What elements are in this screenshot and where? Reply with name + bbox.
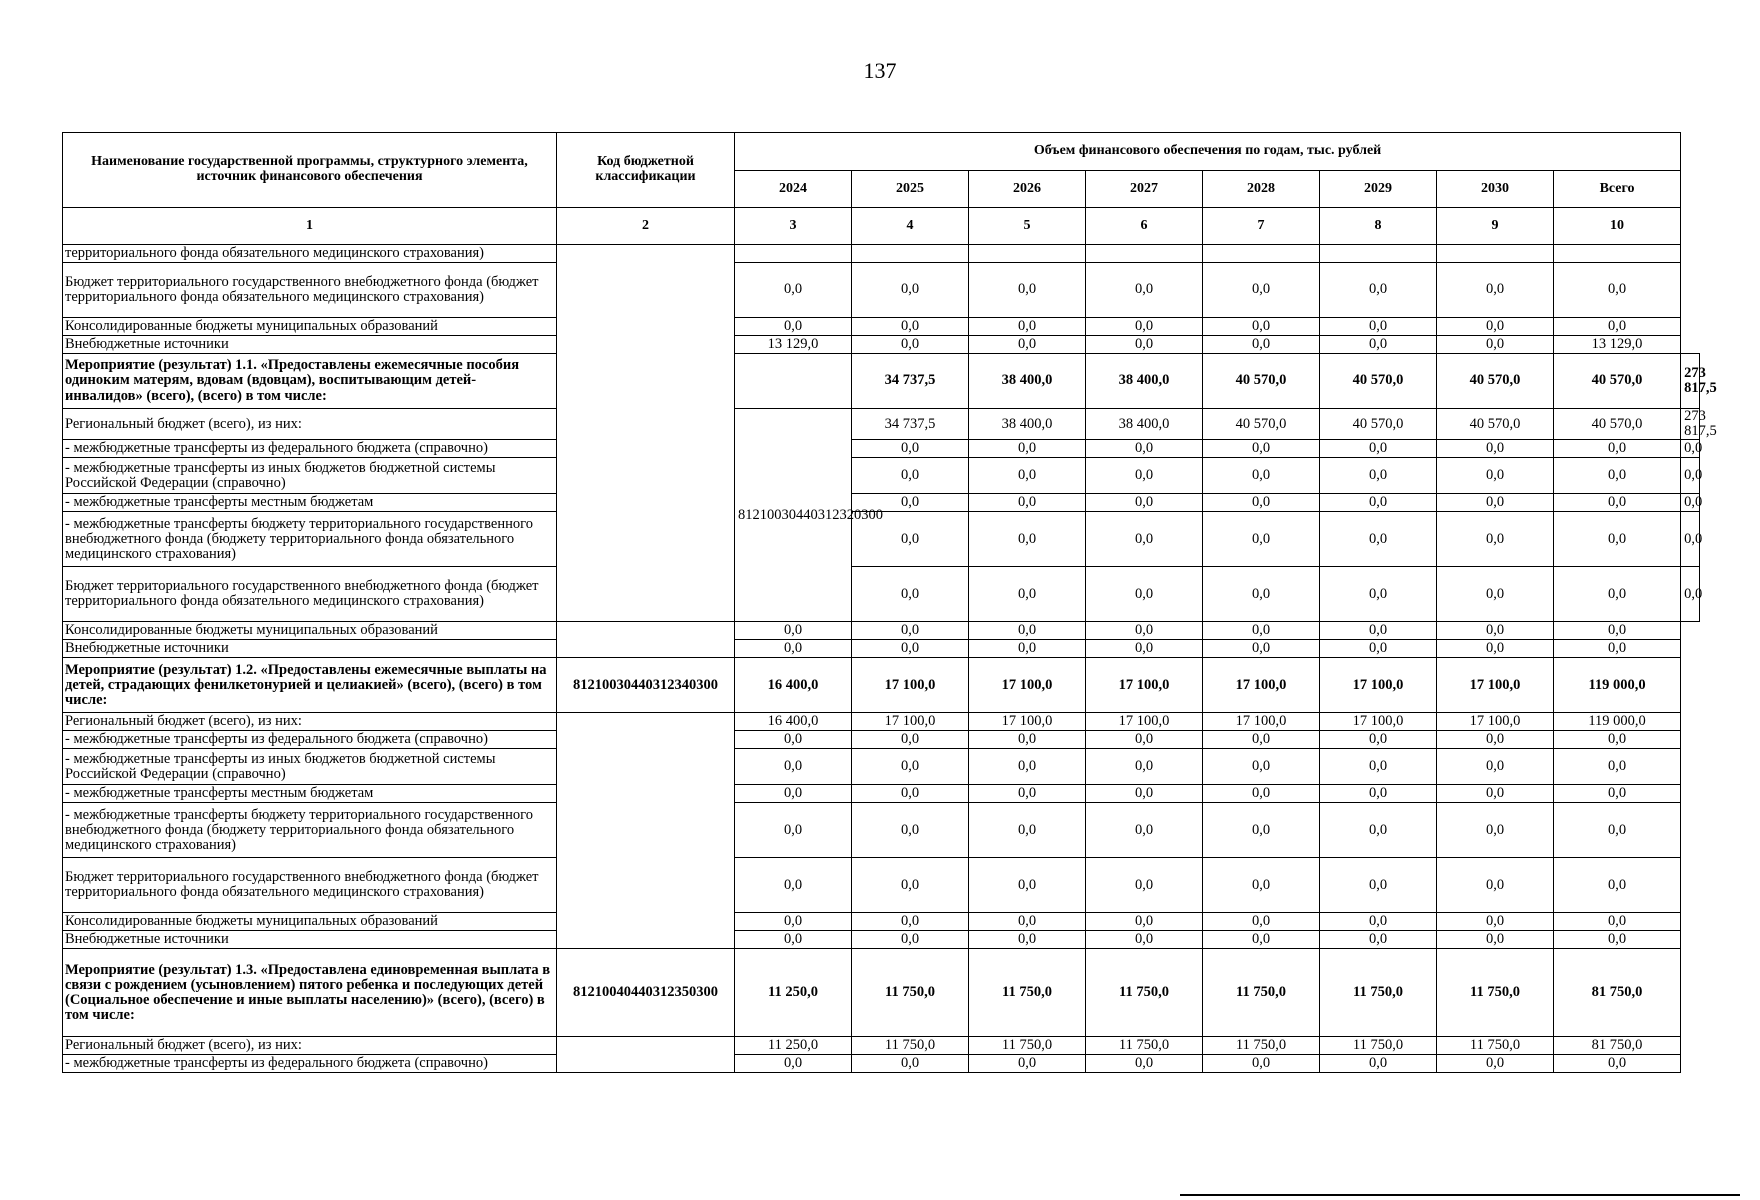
row-name: территориального фонда обязательного медицинского страхования) (63, 245, 557, 263)
value-total: 119 000,0 (1554, 658, 1681, 713)
value-year: 0,0 (735, 318, 852, 336)
header-code: Код бюджетной классификации (557, 133, 735, 208)
header-name: Наименование государственной программы, структурного элемента, источник финансового обеспечения (63, 133, 557, 208)
row-name: Бюджет территориального государственного внебюджетного фонда (бюджет территориального фонда обязательного медицинского страхования) (63, 858, 557, 913)
table-row (63, 749, 1700, 785)
value-year: 0,0 (1203, 494, 1320, 512)
header-year: 2029 (1320, 171, 1437, 208)
value-year: 0,0 (1320, 263, 1437, 318)
header-number: 9 (1437, 208, 1554, 245)
value-total: 0,0 (1554, 622, 1681, 640)
value-year: 17 100,0 (1437, 658, 1554, 713)
value-year: 11 750,0 (1437, 1037, 1554, 1055)
table-row (63, 1055, 1700, 1073)
value-year: 0,0 (852, 913, 969, 931)
budget-code (557, 1037, 735, 1073)
value-year: 17 100,0 (1320, 713, 1437, 731)
row-name: - межбюджетные трансферты бюджету территориального государственного внебюджетного фонда (бюджету территориального фонда обязательного медицинского страхования) (63, 512, 557, 567)
value-year (852, 245, 969, 263)
row-name: Мероприятие (результат) 1.2. «Предоставлены ежемесячные выплаты на детей, страдающих фенилкетонурией и целиакией» (всего), (всего) в том числе: (63, 658, 557, 713)
value-year: 0,0 (969, 931, 1086, 949)
value-year: 0,0 (1437, 512, 1554, 567)
value-year: 40 570,0 (1203, 354, 1320, 409)
value-year: 17 100,0 (1437, 713, 1554, 731)
value-year (1086, 245, 1203, 263)
value-year: 0,0 (969, 622, 1086, 640)
value-year: 0,0 (969, 318, 1086, 336)
budget-code (557, 622, 735, 658)
value-total: 0,0 (1554, 318, 1681, 336)
value-year: 0,0 (1320, 749, 1437, 785)
value-year: 0,0 (969, 440, 1086, 458)
row-name: - межбюджетные трансферты из федерального бюджета (справочно) (63, 440, 557, 458)
value-year: 0,0 (1554, 567, 1681, 622)
value-year: 0,0 (1086, 1055, 1203, 1073)
value-year: 0,0 (1320, 622, 1437, 640)
row-name: Региональный бюджет (всего), из них: (63, 713, 557, 731)
value-year: 11 750,0 (1320, 1037, 1437, 1055)
value-year: 11 750,0 (1086, 949, 1203, 1037)
value-year: 0,0 (735, 731, 852, 749)
value-year: 11 750,0 (1203, 949, 1320, 1037)
value-year: 17 100,0 (1086, 658, 1203, 713)
value-year: 0,0 (1203, 440, 1320, 458)
budget-code (735, 354, 852, 409)
value-year: 0,0 (1437, 1055, 1554, 1073)
value-total: 273 817,5 (1681, 354, 1700, 409)
value-year: 0,0 (1203, 731, 1320, 749)
value-year: 0,0 (969, 567, 1086, 622)
header-total: Всего (1554, 171, 1681, 208)
value-total: 0,0 (1554, 749, 1681, 785)
value-year: 0,0 (1320, 858, 1437, 913)
value-year: 0,0 (1437, 931, 1554, 949)
row-name: - межбюджетные трансферты из иных бюджетов бюджетной системы Российской Федерации (справочно) (63, 749, 557, 785)
value-year: 17 100,0 (969, 713, 1086, 731)
value-year: 0,0 (969, 336, 1086, 354)
value-year: 0,0 (1437, 913, 1554, 931)
value-year: 0,0 (852, 622, 969, 640)
value-total: 119 000,0 (1554, 713, 1681, 731)
value-year: 0,0 (1437, 440, 1554, 458)
budget-code: 81210040440312350300 (557, 949, 735, 1037)
value-year: 11 750,0 (852, 1037, 969, 1055)
value-year: 11 750,0 (1320, 949, 1437, 1037)
row-name: - межбюджетные трансферты из федерального бюджета (справочно) (63, 1055, 557, 1073)
row-name: Консолидированные бюджеты муниципальных образований (63, 913, 557, 931)
table-row (63, 931, 1700, 949)
value-year: 0,0 (1086, 785, 1203, 803)
value-year: 0,0 (969, 512, 1086, 567)
value-year: 0,0 (1203, 785, 1320, 803)
bottom-rule (1180, 1194, 1740, 1196)
value-total: 0,0 (1554, 803, 1681, 858)
value-year: 0,0 (969, 913, 1086, 931)
row-name: Региональный бюджет (всего), из них: (63, 409, 557, 440)
value-total: 0,0 (1681, 494, 1700, 512)
table-row (63, 318, 1700, 336)
value-year: 38 400,0 (969, 409, 1086, 440)
value-total: 0,0 (1554, 263, 1681, 318)
value-year: 11 750,0 (969, 949, 1086, 1037)
value-year: 0,0 (1437, 318, 1554, 336)
row-name: Бюджет территориального государственного внебюджетного фонда (бюджет территориального фонда обязательного медицинского страхования) (63, 263, 557, 318)
value-year: 0,0 (1437, 458, 1554, 494)
value-year: 0,0 (852, 749, 969, 785)
value-year: 11 750,0 (1086, 1037, 1203, 1055)
value-total: 13 129,0 (1554, 336, 1681, 354)
value-year: 0,0 (1203, 567, 1320, 622)
value-year: 0,0 (1086, 512, 1203, 567)
header-year: 2027 (1086, 171, 1203, 208)
value-year: 0,0 (1086, 622, 1203, 640)
value-year: 0,0 (1203, 512, 1320, 567)
measure-row (63, 949, 1700, 1037)
value-year: 0,0 (969, 785, 1086, 803)
value-year: 0,0 (852, 263, 969, 318)
value-year: 0,0 (735, 1055, 852, 1073)
value-year: 0,0 (1320, 803, 1437, 858)
value-year: 0,0 (1203, 913, 1320, 931)
value-year: 0,0 (1203, 858, 1320, 913)
value-year: 11 750,0 (1203, 1037, 1320, 1055)
value-year: 0,0 (1203, 336, 1320, 354)
value-year: 0,0 (1320, 640, 1437, 658)
row-name: - межбюджетные трансферты местным бюджетам (63, 494, 557, 512)
value-year: 0,0 (1320, 1055, 1437, 1073)
value-year: 38 400,0 (1086, 409, 1203, 440)
value-year: 0,0 (1437, 567, 1554, 622)
value-year: 0,0 (1203, 803, 1320, 858)
row-name: Консолидированные бюджеты муниципальных образований (63, 622, 557, 640)
value-year: 0,0 (969, 731, 1086, 749)
table-row (63, 409, 1700, 440)
header-year: 2024 (735, 171, 852, 208)
measure-row (63, 658, 1700, 713)
row-name: Мероприятие (результат) 1.1. «Предоставлены ежемесячные пособия одиноким матерям, вдовам (вдовцам), воспитывающим детей-инвалидов» (всего), (всего) в том числе: (63, 354, 557, 409)
value-year: 0,0 (1437, 858, 1554, 913)
value-year: 0,0 (852, 858, 969, 913)
value-year: 0,0 (1437, 640, 1554, 658)
table-row (63, 263, 1700, 318)
budget-code: 81210030440312320300 (735, 409, 852, 622)
header-year: 2026 (969, 171, 1086, 208)
value-year: 11 250,0 (735, 949, 852, 1037)
value-year: 0,0 (852, 785, 969, 803)
value-year: 38 400,0 (969, 354, 1086, 409)
financing-table (62, 132, 1717, 1073)
value-year (1320, 245, 1437, 263)
value-year: 17 100,0 (1086, 713, 1203, 731)
value-year: 0,0 (1554, 440, 1681, 458)
value-year: 0,0 (969, 803, 1086, 858)
value-year: 40 570,0 (1554, 409, 1681, 440)
table-row (63, 567, 1700, 622)
row-name: Внебюджетные источники (63, 931, 557, 949)
value-year (1203, 245, 1320, 263)
value-year: 0,0 (735, 263, 852, 318)
value-year: 0,0 (1320, 512, 1437, 567)
value-year: 0,0 (1320, 440, 1437, 458)
value-year: 0,0 (735, 931, 852, 949)
value-year: 0,0 (735, 803, 852, 858)
row-name: - межбюджетные трансферты из федерального бюджета (справочно) (63, 731, 557, 749)
value-total: 0,0 (1554, 1055, 1681, 1073)
value-year: 0,0 (1086, 803, 1203, 858)
value-year: 0,0 (1086, 913, 1203, 931)
value-year: 0,0 (1086, 640, 1203, 658)
table-row (63, 245, 1700, 263)
row-name: Бюджет территориального государственного внебюджетного фонда (бюджет территориального фонда обязательного медицинского страхования) (63, 567, 557, 622)
value-year: 11 750,0 (969, 1037, 1086, 1055)
value-year: 0,0 (1437, 263, 1554, 318)
value-year: 0,0 (969, 458, 1086, 494)
value-year: 17 100,0 (1320, 658, 1437, 713)
value-year: 0,0 (1086, 731, 1203, 749)
value-total: 0,0 (1554, 931, 1681, 949)
table-row (63, 640, 1700, 658)
value-year: 17 100,0 (852, 658, 969, 713)
value-year: 16 400,0 (735, 713, 852, 731)
value-year: 0,0 (735, 858, 852, 913)
table-row (63, 858, 1700, 913)
value-year: 0,0 (1203, 640, 1320, 658)
value-year: 0,0 (969, 1055, 1086, 1073)
table-row (63, 458, 1700, 494)
value-year: 34 737,5 (852, 409, 969, 440)
value-year: 0,0 (1086, 567, 1203, 622)
value-year: 0,0 (1320, 494, 1437, 512)
value-year: 11 750,0 (852, 949, 969, 1037)
value-year: 11 750,0 (1437, 949, 1554, 1037)
table-row (63, 713, 1700, 731)
value-year: 0,0 (1437, 494, 1554, 512)
value-year: 0,0 (1437, 622, 1554, 640)
value-total: 81 750,0 (1554, 1037, 1681, 1055)
value-year: 0,0 (1203, 749, 1320, 785)
value-year (969, 245, 1086, 263)
value-year: 0,0 (852, 567, 969, 622)
value-year: 0,0 (1437, 749, 1554, 785)
value-year: 0,0 (852, 336, 969, 354)
row-name: Мероприятие (результат) 1.3. «Предоставлена единовременная выплата в связи с рождением (усыновлением) пятого ребенка и последующих детей (Социальное обеспечение и иные выплаты населению)» (всего), (всего) в том числе: (63, 949, 557, 1037)
value-year: 0,0 (1086, 440, 1203, 458)
value-year: 0,0 (969, 640, 1086, 658)
value-year: 0,0 (1320, 931, 1437, 949)
value-year: 0,0 (852, 458, 969, 494)
header-year: 2025 (852, 171, 969, 208)
table-body (63, 244, 1717, 1073)
value-year: 40 570,0 (1320, 354, 1437, 409)
value-year: 11 250,0 (735, 1037, 852, 1055)
row-name: Внебюджетные источники (63, 640, 557, 658)
row-name: Консолидированные бюджеты муниципальных образований (63, 318, 557, 336)
value-year: 0,0 (1554, 494, 1681, 512)
value-year: 0,0 (852, 318, 969, 336)
header-number: 8 (1320, 208, 1437, 245)
value-total: 0,0 (1554, 731, 1681, 749)
header-number: 1 (63, 208, 557, 245)
value-year: 0,0 (852, 931, 969, 949)
table-row (63, 1037, 1700, 1055)
value-year: 0,0 (1320, 731, 1437, 749)
value-year: 0,0 (1086, 858, 1203, 913)
value-year: 0,0 (852, 494, 969, 512)
value-year: 0,0 (969, 749, 1086, 785)
value-total: 0,0 (1554, 913, 1681, 931)
value-year: 40 570,0 (1203, 409, 1320, 440)
value-year: 0,0 (1554, 512, 1681, 567)
value-year: 0,0 (1203, 1055, 1320, 1073)
header-number: 10 (1554, 208, 1681, 245)
row-name: - межбюджетные трансферты бюджету территориального государственного внебюджетного фонда (бюджету территориального фонда обязательного медицинского страхования) (63, 803, 557, 858)
value-year: 0,0 (969, 858, 1086, 913)
value-year: 40 570,0 (1437, 354, 1554, 409)
header-number: 5 (969, 208, 1086, 245)
value-year (735, 245, 852, 263)
value-year: 0,0 (735, 622, 852, 640)
table-row (63, 785, 1700, 803)
value-year: 0,0 (1086, 749, 1203, 785)
value-year: 0,0 (1086, 494, 1203, 512)
table-row (63, 731, 1700, 749)
value-year: 17 100,0 (969, 658, 1086, 713)
value-year: 0,0 (735, 785, 852, 803)
value-year: 0,0 (1203, 263, 1320, 318)
value-year: 16 400,0 (735, 658, 852, 713)
value-year: 0,0 (1437, 785, 1554, 803)
value-year: 0,0 (1437, 803, 1554, 858)
value-year: 0,0 (969, 494, 1086, 512)
value-year: 38 400,0 (1086, 354, 1203, 409)
value-year: 0,0 (1437, 336, 1554, 354)
header-year: 2028 (1203, 171, 1320, 208)
value-year: 0,0 (852, 440, 969, 458)
row-name: Внебюджетные источники (63, 336, 557, 354)
table-row (63, 803, 1700, 858)
header-number: 7 (1203, 208, 1320, 245)
value-year: 0,0 (1086, 336, 1203, 354)
page-number: 137 (863, 58, 897, 83)
value-year: 0,0 (735, 640, 852, 658)
header-number: 6 (1086, 208, 1203, 245)
value-year: 0,0 (1086, 931, 1203, 949)
value-year: 0,0 (1320, 785, 1437, 803)
row-name: - межбюджетные трансферты местным бюджетам (63, 785, 557, 803)
value-year: 0,0 (1320, 318, 1437, 336)
measure-row (63, 354, 1700, 409)
value-year: 40 570,0 (1437, 409, 1554, 440)
row-name: Региональный бюджет (всего), из них: (63, 1037, 557, 1055)
value-year: 0,0 (1320, 913, 1437, 931)
value-year: 0,0 (1086, 263, 1203, 318)
value-year: 0,0 (1203, 622, 1320, 640)
value-year: 0,0 (1320, 567, 1437, 622)
value-year: 0,0 (1554, 458, 1681, 494)
value-year: 0,0 (1203, 318, 1320, 336)
value-year: 17 100,0 (1203, 658, 1320, 713)
value-year: 0,0 (1203, 931, 1320, 949)
header-number: 4 (852, 208, 969, 245)
value-total: 0,0 (1554, 785, 1681, 803)
value-total: 273 817,5 (1681, 409, 1700, 440)
value-year: 0,0 (735, 913, 852, 931)
value-total: 0,0 (1681, 567, 1700, 622)
value-year: 13 129,0 (735, 336, 852, 354)
budget-code (557, 713, 735, 949)
value-year: 40 570,0 (1320, 409, 1437, 440)
table-row (63, 440, 1700, 458)
header-year: 2030 (1437, 171, 1554, 208)
value-total: 0,0 (1681, 512, 1700, 567)
header-volume: Объем финансового обеспечения по годам, тыс. рублей (735, 133, 1681, 171)
value-year: 0,0 (1320, 336, 1437, 354)
value-year: 0,0 (735, 749, 852, 785)
value-year: 0,0 (1203, 458, 1320, 494)
budget-code: 81210030440312340300 (557, 658, 735, 713)
value-year: 0,0 (969, 263, 1086, 318)
table-row (63, 336, 1700, 354)
value-total: 0,0 (1681, 458, 1700, 494)
value-year: 0,0 (1086, 318, 1203, 336)
value-year: 0,0 (852, 1055, 969, 1073)
value-total: 0,0 (1554, 640, 1681, 658)
value-year: 0,0 (1320, 458, 1437, 494)
header-number: 2 (557, 208, 735, 245)
value-total: 0,0 (1554, 858, 1681, 913)
value-year: 0,0 (852, 640, 969, 658)
value-total: 81 750,0 (1554, 949, 1681, 1037)
table-row (63, 913, 1700, 931)
row-name: - межбюджетные трансферты из иных бюджетов бюджетной системы Российской Федерации (справочно) (63, 458, 557, 494)
value-year: 0,0 (852, 512, 969, 567)
value-year: 17 100,0 (852, 713, 969, 731)
value-year: 17 100,0 (1203, 713, 1320, 731)
value-year: 34 737,5 (852, 354, 969, 409)
value-year: 0,0 (852, 731, 969, 749)
value-year: 40 570,0 (1554, 354, 1681, 409)
value-year: 0,0 (1437, 731, 1554, 749)
table-row (63, 622, 1700, 640)
value-year: 0,0 (852, 803, 969, 858)
value-total: 0,0 (1681, 440, 1700, 458)
value-total (1554, 245, 1681, 263)
value-year: 0,0 (1086, 458, 1203, 494)
budget-code (557, 245, 735, 622)
value-year (1437, 245, 1554, 263)
header-number: 3 (735, 208, 852, 245)
